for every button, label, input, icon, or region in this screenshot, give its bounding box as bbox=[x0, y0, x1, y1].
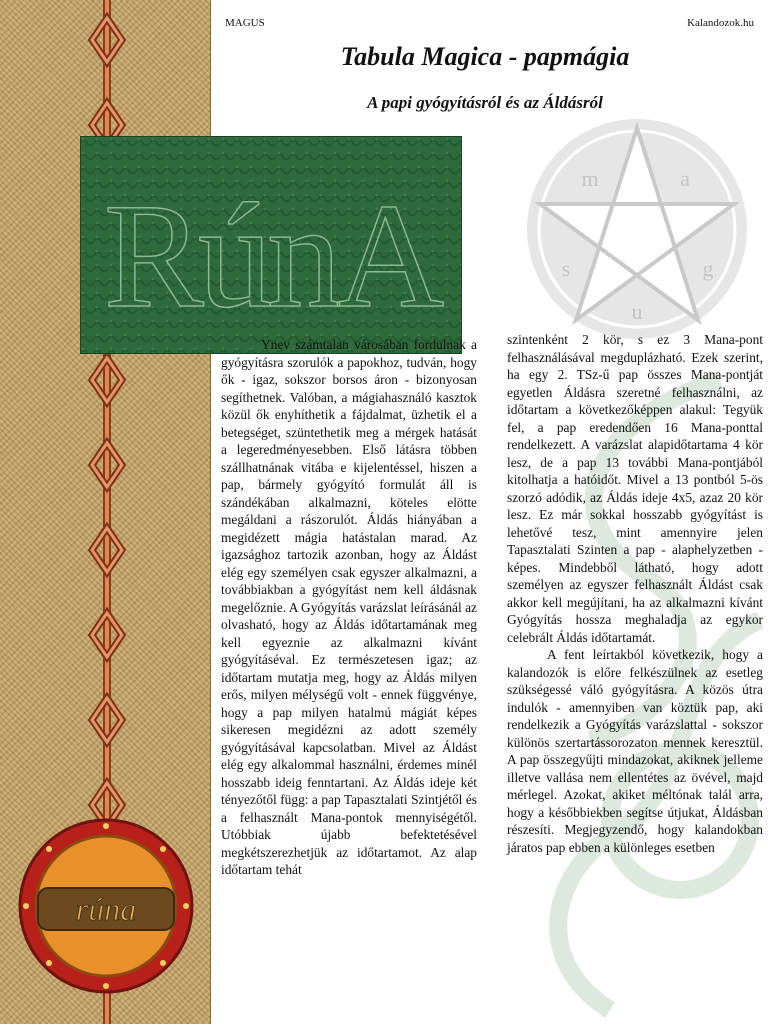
banner-word: RúnA bbox=[103, 173, 439, 339]
pentagram-letter-a: a bbox=[680, 166, 690, 191]
pentagram-logo bbox=[522, 114, 752, 344]
header-right: Kalandozok.hu bbox=[687, 17, 754, 29]
pentagram-letter-m: m bbox=[581, 166, 599, 191]
header-left: MAGUS bbox=[225, 17, 265, 29]
pentagram-letter-s: s bbox=[561, 256, 571, 281]
medallion-word: rúna bbox=[75, 891, 137, 927]
page-title: Tabula Magica - papmágia bbox=[340, 42, 630, 71]
pentagram-letter-g: g bbox=[702, 256, 714, 281]
text-column-right bbox=[507, 331, 763, 856]
page-subtitle: A papi gyógyításról és az Áldásról bbox=[367, 93, 603, 112]
paragraph: Ynev számtalan városában fordulnak a gyógyításra szorulók a papokhoz, tudván, hogy ők - igaz, sokszor borsos áron - bizonyosan segíthetnek. Valóban, a mágiahasználó kasztok közül ők enyhíthetik a fájdalmat, üzhetik el a betegséget, szüntethetik meg a mérgek hatását a legeredményesebben. Első látásra többen szállhatnának vitába e kijelentéssel, hiszen a pap, bármely gyógyító formulát áll is szándékában alkalmazni, köteles elötte megáldani a rászorulót. Áldás hiányában a megidézett mágia hatástalan marad. Az igazsághoz tartozik azonban, hogy az Áldást elég egy személyen csak egyszer alkalmazni, a továbbiakban a gyógyítást nem kell áldásnak megelőznie. A Gyógyítás varázslat leírásánál az olvasható, hogy az Áldás időtartamának meg kell egyeznie az alkalmazni kívánt gyógyításéval. Ez természetesen igaz; az időtartam mutatja meg, hogy az Áldás milyen erős, milyen mélységű volt - ennek függvénye, hogy a pap milyen hatalmú mágiát képes sikeresen megidézni az adott személy gyógyításával kapcsolatban. Mivel az Áldást elég egy alkalommal használni, érdemes minél hosszabb ideig fenntartani. Az Áldás ideje két tényezőtől függ: a pap Tapasztalati Szintjétől és a felhasznált Mana-pontok mennyiségétől. Utóbbiak újabb befektetésével megkétszerezhetjük az időtartamot. Az alap időtartam tehát bbox=[221, 337, 477, 877]
paragraph: szintenként 2 kör, s ez 3 Mana-pont felhasználásával megduplázható. Ezek szerint, ha egy 2. TSz-ű pap összes Mana-pontját egyetlen Áldásra szeretné felhasználni, az időtartam a következőképpen alakul: Tegyük fel, a pap eredendően 16 Mana-ponttal rendelkezett. A varázslat alapidőtartama 4 kör lesz, de a pap 13 további Mana-pontjából kitolhatja a hatóidőt. Mivel a 13 pontból 5-ös szorzó adódik, az Áldás ideje 4x5, azaz 20 kör lesz. Ez már sokkal hosszabb gyógyítást is lehetővé tesz, mint amennyire jelen Tapasztalati Szinten a pap - alaphelyzetben - képes. Mindebből látható, hogy adott személyen az egyszer felhasznált Áldást csak akkor kell megújítani, ha az alkalmazni kívánt Gyógyítás hossza meghaladja az egykor celebrált Áldás időtartamát. bbox=[507, 332, 763, 645]
pentagram-letter-u: u bbox=[631, 299, 643, 324]
runa-medallion bbox=[16, 816, 196, 996]
runa-banner bbox=[80, 136, 462, 354]
paragraph: A fent leírtakból következik, hogy a kalandozók is előre felkészülnek az esetleg szükségessé váló gyógyításra. A közös útra indulók - amennyiben van köztük pap, aki rendelkezik a Gyógyítás varázslattal - sokszor különös szertartássorozaton mennek keresztül. A pap összegyűjti mindazokat, akiknek jelleme illetve vallása nem ellentétes az övével, majd mérlegel. Azokat, akiket méltónak talál arra, hogy a későbbiekben segítse útjukat, Áldásban részesíti. Megjegyzendő, hogy kalandokban járatos pap ebben a különleges esetben bbox=[507, 647, 763, 855]
text-column-left bbox=[221, 336, 477, 879]
